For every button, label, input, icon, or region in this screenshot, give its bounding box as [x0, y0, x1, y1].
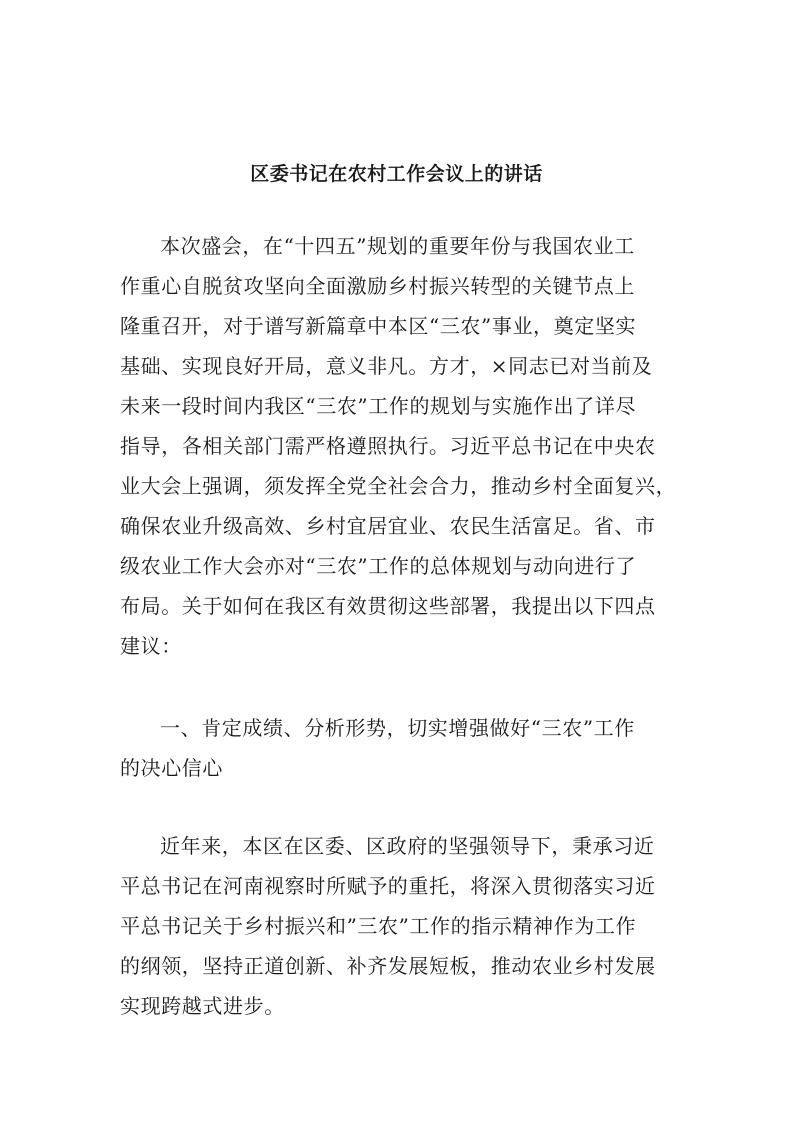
paragraph-1-line: 基础、实现良好开局，意义非凡。方才，×同志已对当前及 — [120, 354, 653, 378]
paragraph-1-line: 业大会上强调，须发挥全党全社会合力，推动乡村全面复兴， — [120, 474, 677, 498]
paragraph-1-line: 隆重召开，对于谱写新篇章中本区“三农”事业，奠定坚实 — [120, 314, 637, 338]
document-title: 区委书记在农村工作会议上的讲话 — [250, 163, 543, 185]
paragraph-2-line: 平总书记在河南视察时所赋予的重托，将深入贯彻落实习近 — [120, 874, 656, 898]
paragraph-1-line: 未来一段时间内我区“三农”工作的规划与实施作出了详尽 — [120, 394, 637, 418]
paragraph-2-line: 近年来，本区在区委、区政府的坚强领导下，秉承习近 — [160, 834, 655, 858]
paragraph-1-line: 布局。关于如何在我区有效贯彻这些部署，我提出以下四点 — [120, 594, 656, 618]
paragraph-2-line: 实现跨越式进步。 — [120, 994, 285, 1018]
section-heading-line: 的决心信心 — [120, 756, 223, 780]
paragraph-2-line: 平总书记关于乡村振兴和”三农”工作的指示精神作为工作 — [120, 914, 637, 938]
paragraph-1-line: 级农业工作大会亦对“三农”工作的总体规划与动向进行了 — [120, 554, 637, 578]
paragraph-1-line: 建议： — [120, 634, 182, 658]
paragraph-1-line: 确保农业升级高效、乡村宜居宜业、农民生活富足。省、市 — [120, 514, 656, 538]
section-heading-line: 一、肯定成绩、分析形势，切实增强做好“三农”工作 — [160, 716, 635, 740]
paragraph-1-line: 本次盛会，在“十四五”规划的重要年份与我国农业工 — [160, 234, 635, 258]
paragraph-2-line: 的纲领，坚持正道创新、补齐发展短板，推动农业乡村发展 — [120, 954, 656, 978]
paragraph-1-line: 指导，各相关部门需严格遵照执行。习近平总书记在中央农 — [120, 434, 656, 458]
paragraph-1-line: 作重心自脱贫攻坚向全面激励乡村振兴转型的关键节点上 — [120, 274, 635, 298]
